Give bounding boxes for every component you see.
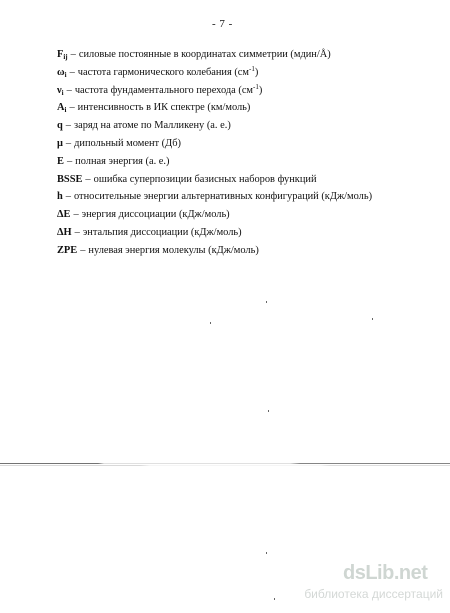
dash: – [66, 84, 72, 96]
symbol-row [57, 82, 417, 100]
symbol-description: дипольный момент (Дб) [74, 137, 181, 149]
page-number: - 7 - [212, 18, 233, 30]
symbol-row [57, 206, 417, 224]
scan-line [0, 465, 450, 466]
dash: – [70, 49, 76, 60]
dash: – [73, 209, 79, 221]
scan-speck [268, 410, 269, 412]
symbol: E [57, 155, 64, 167]
symbol-row [57, 135, 417, 153]
symbol-description: относительные энергии альтернативных конфигураций (кДж/моль) [73, 191, 373, 203]
symbol: μ [57, 137, 63, 149]
symbol: BSSE [57, 173, 83, 185]
watermark-tagline: библиотека диссертаций [304, 587, 443, 601]
scan-speck [274, 598, 275, 600]
symbol-description: заряд на атоме по Малликену (а. е.) [73, 120, 231, 132]
dash: – [69, 102, 75, 114]
dash: – [74, 226, 80, 238]
dash: – [65, 191, 71, 203]
symbol: ΔH [57, 226, 72, 238]
symbol-description: энтальпия диссоциации (кДж/моль) [82, 226, 242, 238]
symbol-description: силовые постоянные в координатах симметрии (мдин/Å) [78, 49, 331, 60]
scan-speck [266, 301, 267, 303]
dash: – [66, 155, 73, 167]
symbol-row [57, 188, 417, 206]
symbol-row [57, 224, 417, 242]
scan-speck [372, 318, 373, 320]
symbol-description: ошибка суперпозиции базисных наборов функций [93, 173, 317, 185]
scan-line [0, 463, 450, 464]
symbol-description: частота фундаментального перехода $(см^{-1})$ [74, 82, 263, 96]
dash: – [65, 137, 72, 149]
symbol-row [57, 117, 417, 135]
symbol: ZPE [57, 244, 78, 256]
symbol-description: нулевая энергия молекулы (кДж/моль) [88, 244, 259, 256]
symbol: ΔE [57, 209, 71, 221]
scan-speck [266, 552, 267, 554]
symbol-description: энергия диссоциации (кДж/моль) [81, 209, 230, 221]
dash: – [80, 244, 86, 256]
symbol: $F_{ij}$ [57, 49, 68, 61]
watermark [283, 562, 443, 610]
symbol-description: интенсивность в ИК спектре (км/моль) [77, 102, 251, 114]
dash: – [65, 120, 71, 132]
symbol-row [57, 99, 417, 117]
symbol: h [57, 191, 63, 203]
symbol-row [57, 46, 417, 64]
symbol: $\omega_i$ [57, 66, 67, 79]
symbol-row [57, 171, 417, 189]
scan-speck [210, 322, 211, 324]
symbol-row [57, 242, 417, 260]
symbol-row [57, 64, 417, 82]
symbol: $\nu_i$ [57, 84, 64, 97]
dash: – [69, 66, 75, 78]
symbol-description: частота гармонического колебания $(см^{-1})$ [77, 64, 259, 78]
symbol-description: полная энергия (а. е.) [75, 155, 170, 167]
symbol-row [57, 153, 417, 171]
symbol-list [57, 46, 417, 260]
watermark-logo: dsLib.net [343, 562, 428, 584]
symbol: $A_i$ [57, 102, 67, 115]
symbol: q [57, 120, 63, 132]
dash: – [85, 173, 91, 185]
